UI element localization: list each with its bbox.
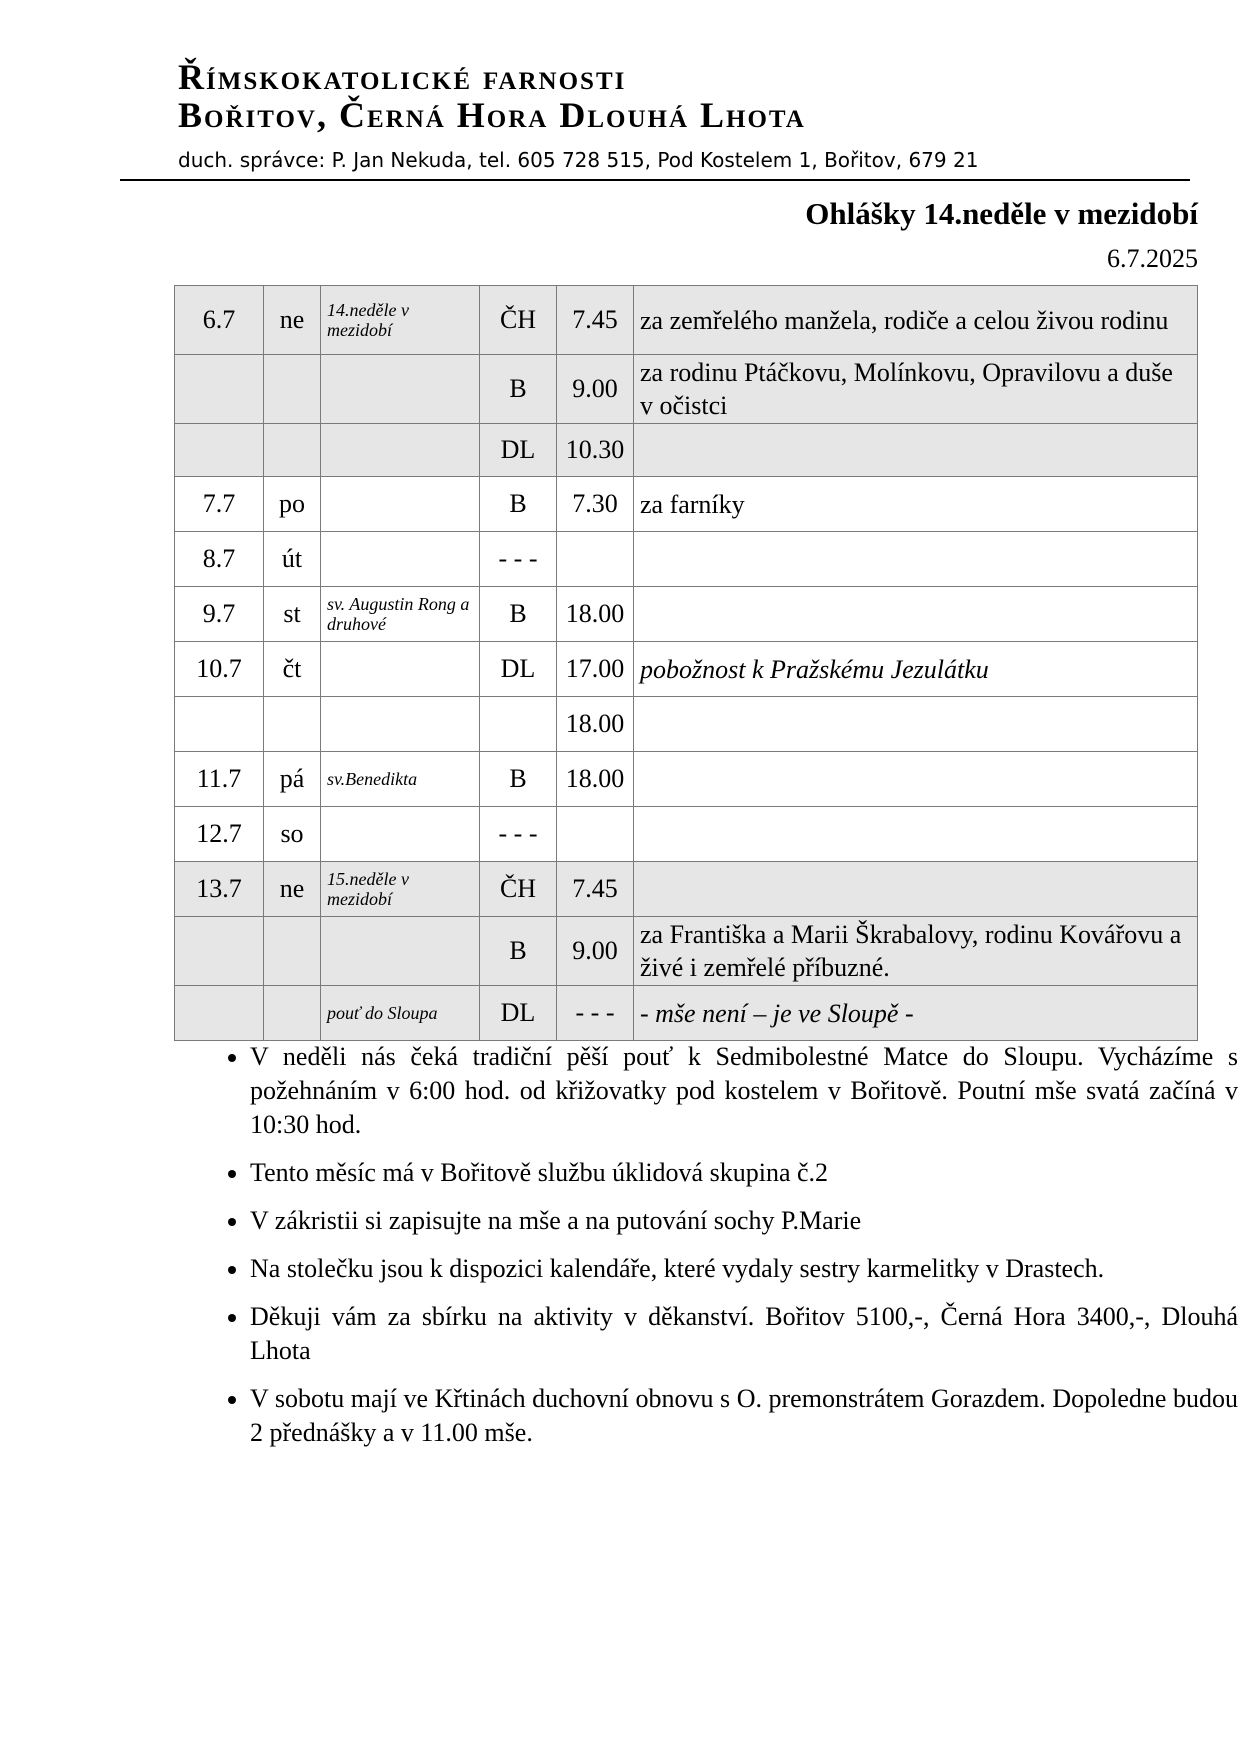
row-intention: - mše není – je ve Sloupě - xyxy=(634,986,1198,1041)
row-date: 13.7 xyxy=(175,862,264,917)
row-feast xyxy=(321,355,480,424)
row-day: so xyxy=(264,807,321,862)
row-time: 9.00 xyxy=(557,917,634,986)
row-day xyxy=(264,424,321,477)
row-feast: pouť do Sloupa xyxy=(321,986,480,1041)
row-intention: za Františka a Marii Škrabalovy, rodinu Kovářovu a živé i zemřelé příbuzné. xyxy=(634,917,1198,986)
row-date xyxy=(175,917,264,986)
row-date: 9.7 xyxy=(175,587,264,642)
row-time: 7.45 xyxy=(557,286,634,355)
row-day xyxy=(264,355,321,424)
row-time: 7.30 xyxy=(557,477,634,532)
row-feast xyxy=(321,477,480,532)
schedule-row xyxy=(175,424,1198,477)
announcements-list xyxy=(210,1040,1238,1464)
row-date: 10.7 xyxy=(175,642,264,697)
row-place: DL xyxy=(480,986,557,1041)
row-place: - - - xyxy=(480,807,557,862)
row-day xyxy=(264,917,321,986)
announcement-item: • Děkuji vám za sbírku na aktivity v děkanství. Bořitov 5100,-, Černá Hora 3400,-, Dlouhá Lhota xyxy=(250,1300,1238,1368)
schedule-row xyxy=(175,917,1198,986)
row-time: 7.45 xyxy=(557,862,634,917)
row-time: 18.00 xyxy=(557,752,634,807)
row-place: DL xyxy=(480,642,557,697)
schedule-row xyxy=(175,697,1198,752)
row-day: čt xyxy=(264,642,321,697)
row-feast: 14.neděle v mezidobí xyxy=(321,286,480,355)
row-place: - - - xyxy=(480,532,557,587)
announcement-item: • V sobotu mají ve Křtinách duchovní obnovu s O. premonstrátem Gorazdem. Dopoledne budou 2 přednášky a v 11.00 mše. xyxy=(250,1382,1238,1450)
row-date: 8.7 xyxy=(175,532,264,587)
page-date: 6.7.2025 xyxy=(1107,244,1198,273)
schedule-row xyxy=(175,807,1198,862)
row-feast: sv.Benedikta xyxy=(321,752,480,807)
row-place: ČH xyxy=(480,862,557,917)
row-day xyxy=(264,986,321,1041)
row-place: B xyxy=(480,587,557,642)
row-feast xyxy=(321,642,480,697)
row-date xyxy=(175,986,264,1041)
parish-name-line1: Římskokatolické farnosti xyxy=(178,57,627,97)
row-intention xyxy=(634,587,1198,642)
row-place: B xyxy=(480,752,557,807)
announcement-item: • V zákristii si zapisujte na mše a na putování sochy P.Marie xyxy=(250,1204,1238,1238)
row-date: 11.7 xyxy=(175,752,264,807)
parish-contact: duch. správce: P. Jan Nekuda, tel. 605 728 515, Pod Kostelem 1, Bořitov, 679 21 xyxy=(178,148,979,172)
row-feast xyxy=(321,424,480,477)
row-time: 18.00 xyxy=(557,697,634,752)
row-intention: pobožnost k Pražskému Jezulátku xyxy=(634,642,1198,697)
row-place xyxy=(480,697,557,752)
row-day xyxy=(264,697,321,752)
row-intention xyxy=(634,697,1198,752)
row-feast xyxy=(321,917,480,986)
row-place: B xyxy=(480,917,557,986)
row-day: po xyxy=(264,477,321,532)
row-feast: sv. Augustin Rong a druhové xyxy=(321,587,480,642)
schedule-row xyxy=(175,355,1198,424)
row-time xyxy=(557,532,634,587)
schedule-row xyxy=(175,286,1198,355)
parish-header xyxy=(178,58,978,172)
row-date: 6.7 xyxy=(175,286,264,355)
row-date xyxy=(175,697,264,752)
row-day: ne xyxy=(264,286,321,355)
row-day: pá xyxy=(264,752,321,807)
row-feast: 15.neděle v mezidobí xyxy=(321,862,480,917)
schedule-row xyxy=(175,642,1198,697)
row-time: 17.00 xyxy=(557,642,634,697)
row-time: 9.00 xyxy=(557,355,634,424)
row-date xyxy=(175,355,264,424)
header-divider xyxy=(120,179,1190,181)
announcement-item: • Na stolečku jsou k dispozici kalendáře, které vydaly sestry karmelitky v Drastech. xyxy=(250,1252,1238,1286)
row-place: B xyxy=(480,477,557,532)
row-intention: za rodinu Ptáčkovu, Molínkovu, Opravilovu a duše v očistci xyxy=(634,355,1198,424)
parish-name-line2: Bořitov, Černá Hora Dlouhá Lhota xyxy=(178,95,806,135)
row-place: DL xyxy=(480,424,557,477)
row-place: B xyxy=(480,355,557,424)
row-intention: za zemřelého manžela, rodiče a celou živou rodinu xyxy=(634,286,1198,355)
row-date xyxy=(175,424,264,477)
row-date: 12.7 xyxy=(175,807,264,862)
schedule-row xyxy=(175,862,1198,917)
row-place: ČH xyxy=(480,286,557,355)
row-time: 10.30 xyxy=(557,424,634,477)
announcement-item: • V neděli nás čeká tradiční pěší pouť k Sedmibolestné Matce do Sloupu. Vycházíme s požehnáním v 6:00 hod. od křižovatky pod kostelem v Bořitově. Poutní mše svatá začíná v 10:30 hod. xyxy=(250,1040,1238,1142)
row-intention xyxy=(634,862,1198,917)
row-time: - - - xyxy=(557,986,634,1041)
mass-schedule-table xyxy=(174,285,1198,1041)
row-intention xyxy=(634,532,1198,587)
row-intention: za farníky xyxy=(634,477,1198,532)
row-feast xyxy=(321,697,480,752)
schedule-row xyxy=(175,752,1198,807)
announcement-item: • Tento měsíc má v Bořitově službu úklidová skupina č.2 xyxy=(250,1156,1238,1190)
schedule-row xyxy=(175,477,1198,532)
row-intention xyxy=(634,424,1198,477)
row-day: ne xyxy=(264,862,321,917)
row-date: 7.7 xyxy=(175,477,264,532)
row-day: st xyxy=(264,587,321,642)
row-feast xyxy=(321,532,480,587)
row-intention xyxy=(634,752,1198,807)
row-time: 18.00 xyxy=(557,587,634,642)
row-time xyxy=(557,807,634,862)
row-feast xyxy=(321,807,480,862)
row-day: út xyxy=(264,532,321,587)
schedule-row xyxy=(175,986,1198,1041)
row-intention xyxy=(634,807,1198,862)
page-title: Ohlášky 14.neděle v mezidobí xyxy=(805,196,1198,231)
schedule-row xyxy=(175,587,1198,642)
schedule-row xyxy=(175,532,1198,587)
